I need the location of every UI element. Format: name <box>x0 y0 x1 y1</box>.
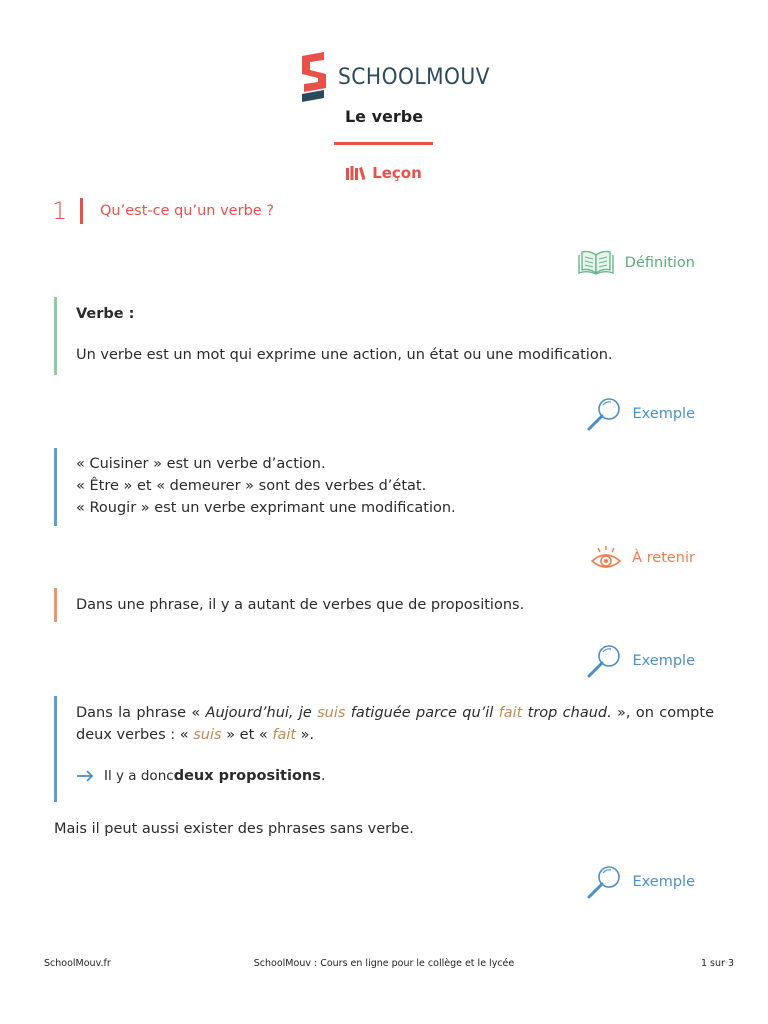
magnifier-icon <box>585 396 623 432</box>
lesson-label: Leçon <box>372 164 422 182</box>
definition-term: Verbe : <box>76 306 135 322</box>
open-book-icon <box>577 249 615 277</box>
conclusion-prefix: Il y a donc <box>104 768 174 784</box>
retenir-tag-label: À retenir <box>632 550 695 566</box>
eye-icon <box>590 545 622 571</box>
definition-tag-label: Définition <box>624 255 695 271</box>
example-tag-3 <box>585 864 696 900</box>
document-title: Le verbe <box>344 107 424 126</box>
conclusion-bold: deux propositions <box>173 768 321 784</box>
section-title: Qu’est-ce qu’un verbe ? <box>100 203 274 219</box>
footer-site: SchoolMouv.fr <box>44 958 111 969</box>
text-run: », on compte deux verbes : « <box>76 705 714 743</box>
title-underline <box>334 142 433 145</box>
example-line-1: « Cuisiner » est un verbe d’action. <box>76 456 326 472</box>
example-tag-1 <box>585 396 696 432</box>
retenir-tag <box>590 545 695 571</box>
example-box-1 <box>54 448 714 526</box>
verb-highlight: fait <box>272 727 297 743</box>
conclusion-line <box>76 765 714 787</box>
magnifier-icon <box>585 643 623 679</box>
magnifier-icon <box>585 864 623 900</box>
example-tag-label: Exemple <box>632 653 695 669</box>
lesson-tag <box>0 164 768 182</box>
example-line-3: « Rougir » est un verbe exprimant une modification. <box>76 500 456 516</box>
conclusion-suffix: . <box>320 768 326 784</box>
brand-name: SCHOOLMOUV <box>338 64 491 90</box>
books-icon <box>346 166 366 180</box>
text-run: Dans la phrase « <box>76 705 206 721</box>
schoolmouv-logo <box>298 52 503 102</box>
body-paragraph: Mais il peut aussi exister des phrases sans verbe. <box>54 821 414 837</box>
example-tag-label: Exemple <box>632 406 695 422</box>
schoolmouv-s-logo-icon <box>298 52 330 102</box>
example-box-2 <box>54 696 714 802</box>
definition-box <box>54 297 714 375</box>
section-bar <box>80 198 83 224</box>
section-header <box>52 196 274 226</box>
definition-text: Un verbe est un mot qui exprime une action, un état ou une modification. <box>76 347 613 363</box>
text-run: » et « <box>221 727 273 743</box>
quote-run: fatiguée parce qu’il <box>345 705 499 721</box>
example-sentence <box>76 702 714 746</box>
quote-run: trop chaud. <box>522 705 612 721</box>
example-line-2: « Être » et « demeurer » sont des verbes d’état. <box>76 478 427 494</box>
example-tag-2 <box>585 643 696 679</box>
retenir-text: Dans une phrase, il y a autant de verbes que de propositions. <box>76 597 525 613</box>
footer-tagline: SchoolMouv : Cours en ligne pour le collège et le lycée <box>253 958 515 969</box>
definition-tag <box>577 249 695 277</box>
retenir-box <box>54 588 714 622</box>
text-run: ». <box>296 727 315 743</box>
example-tag-label: Exemple <box>632 874 695 890</box>
arrow-right-icon <box>76 770 94 782</box>
verb-highlight: fait <box>498 705 523 721</box>
verb-highlight: suis <box>193 727 222 743</box>
quote-run: Aujourd’hui, je <box>205 705 318 721</box>
verb-highlight: suis <box>317 705 346 721</box>
footer-page-number: 1 sur 3 <box>700 958 734 969</box>
section-number: 1 <box>52 197 68 225</box>
